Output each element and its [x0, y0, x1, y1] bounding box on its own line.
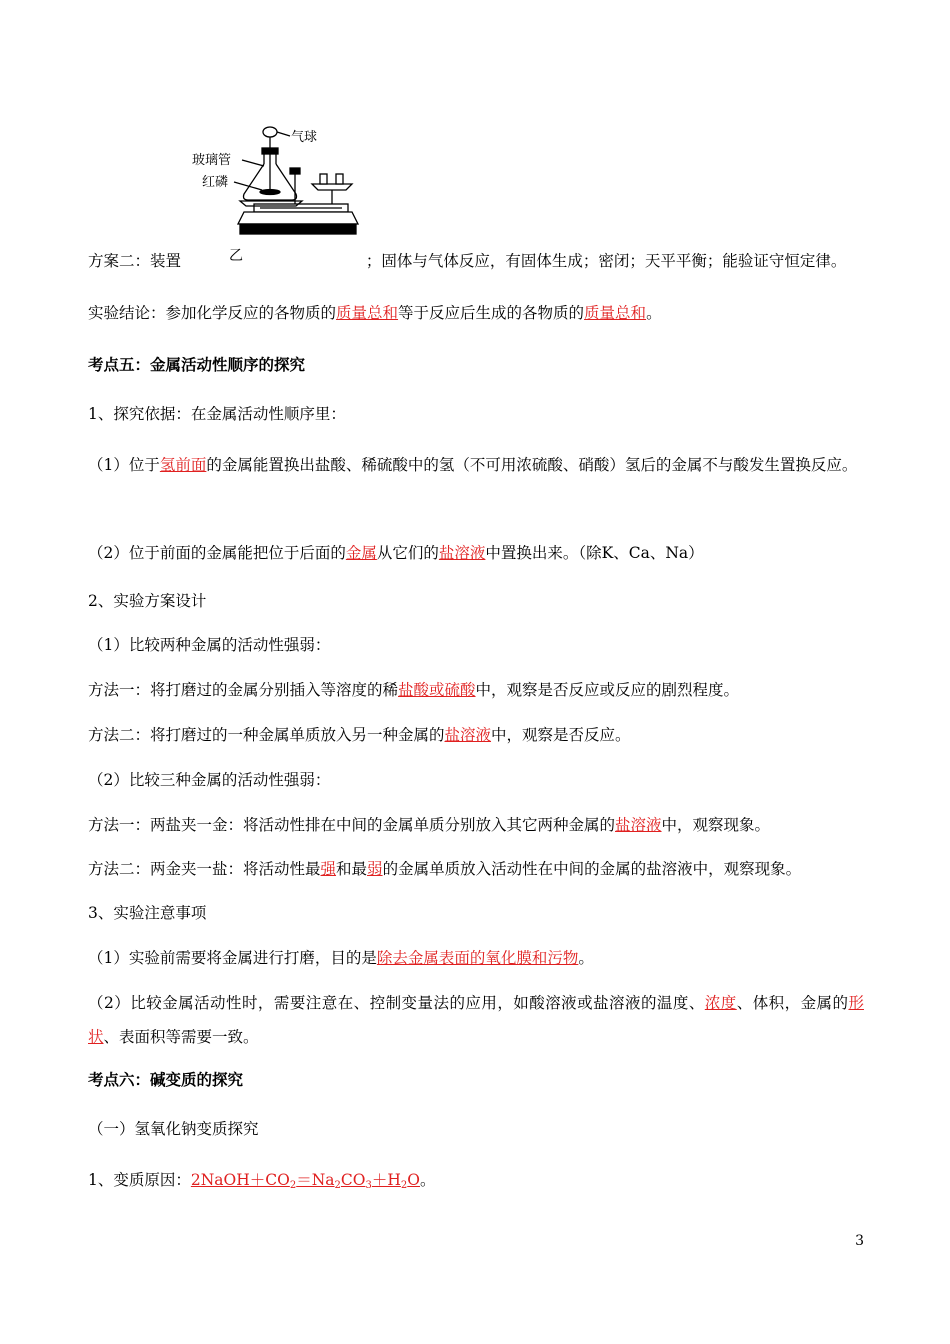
two-metals-title: （1）比较两种金属的活动性强弱：	[88, 636, 331, 654]
section5-basis: 1、探究依据：在金属活动性顺序里：	[88, 405, 346, 423]
note-text: 、体积，金属的	[736, 994, 849, 1012]
section6-title: 考点六：碱变质的探究	[88, 1070, 244, 1089]
rule2-text: （2）位于前面的金属能把位于后面的	[88, 544, 346, 562]
note-text: （2）比较金属活动性时，需要注意在、控制变量法的应用，如酸溶液或盐溶液的温度、	[88, 994, 705, 1012]
balance-base-shape	[238, 212, 358, 224]
conclusion-text: 实验结论：参加化学反应的各物质的	[88, 304, 337, 322]
plan2-line	[88, 250, 846, 273]
glass-tube-label: 玻璃管	[192, 153, 232, 168]
page-number: 3	[855, 1233, 864, 1249]
answer-chemical-equation: $2NaOH+CO_2=Na_2CO_3+H_2O$	[190, 1171, 420, 1191]
three-metals-title: （2）比较三种金属的活动性强弱：	[88, 771, 331, 789]
answer-weak: 弱	[367, 860, 383, 878]
method-text: 方法二：将打磨过的一种金属单质放入另一种金属的	[88, 726, 445, 744]
note-text: 。	[578, 949, 594, 967]
note-text: （1）实验前需要将金属进行打磨，目的是	[88, 949, 377, 967]
answer-mass-total-2: 质量总和	[584, 304, 647, 322]
rule1-text: （1）位于	[88, 456, 160, 474]
section5-title: 考点五：金属活动性顺序的探究	[88, 355, 306, 374]
method-text: 方法一：两盐夹一金：将活动性排在中间的金属单质分别放入其它两种金属的	[88, 816, 616, 834]
three-metals-method1	[88, 814, 770, 836]
answer-concentration: 浓度	[704, 994, 737, 1012]
answer-strong: 强	[320, 860, 337, 878]
answer-salt-solution: 盐溶液	[438, 544, 486, 562]
three-metals-method2	[88, 858, 801, 880]
method-text: 中，观察现象。	[661, 816, 771, 834]
note2-paragraph	[88, 986, 864, 1054]
method-text: 方法二：两金夹一盐：将活动性最	[88, 860, 321, 878]
conclusion-text: 。	[646, 304, 662, 322]
answer-salt-solution: 盐溶液	[444, 726, 492, 744]
plan2-figure-label: 乙	[228, 248, 243, 264]
cause-suffix: 。	[419, 1171, 436, 1189]
notes-heading: 3、实验注意事项	[88, 904, 207, 922]
conclusion-line	[88, 302, 662, 324]
cause-prefix: 1、变质原因：	[88, 1171, 191, 1189]
answer-acid: 盐酸或硫酸	[398, 681, 476, 699]
two-metals-method2	[88, 724, 631, 746]
method-text: 中，观察是否反应。	[491, 726, 631, 744]
answer-metal: 金属	[345, 544, 377, 562]
answer-remove-oxide: 除去金属表面的氧化膜和污物	[376, 949, 579, 967]
answer-mass-total-1: 质量总和	[336, 304, 399, 322]
rule2-text: 中置换出来。（除K、Ca、Na）	[485, 544, 704, 562]
rule1-paragraph	[88, 448, 864, 482]
answer-shape: 形状	[88, 994, 864, 1046]
red-phosphorus-label: 红磷	[202, 175, 229, 190]
balloon-label: 气球	[291, 130, 318, 145]
balloon-shape	[263, 127, 277, 137]
plan2-suffix: ；固体与气体反应，有固体生成；密闭；天平平衡；能验证守恒定律。	[365, 252, 847, 270]
rule2-text: 从它们的	[376, 544, 439, 562]
answer-salt-solution: 盐溶液	[615, 816, 662, 834]
note-text: 、表面积等需要一致。	[103, 1028, 259, 1046]
method-text: 和最	[336, 860, 368, 878]
method-text: 中，观察是否反应或反应的剧烈程度。	[475, 681, 740, 699]
naoh-subsection-title: （一）氢氧化钠变质探究	[88, 1120, 259, 1138]
two-metals-method1	[88, 679, 739, 701]
answer-before-hydrogen: 氢前面	[159, 456, 207, 474]
plan2-prefix: 方案二：装置	[88, 252, 182, 270]
rule1-text: 的金属能置换出盐酸、稀硫酸中的氢（不可用浓硫酸、硝酸）氢后的金属不与酸发生置换反应。	[206, 456, 858, 474]
method-text: 的金属单质放入活动性在中间的金属的盐溶液中，观察现象。	[382, 860, 802, 878]
deterioration-cause-line	[88, 1169, 436, 1191]
method-text: 方法一：将打磨过的金属分别插入等溶度的稀	[88, 681, 399, 699]
note1-line	[88, 947, 594, 969]
balance-apparatus-figure	[190, 124, 360, 242]
design-heading: 2、实验方案设计	[88, 592, 207, 610]
rule2-line	[88, 542, 704, 564]
conclusion-text: 等于反应后生成的各物质的	[398, 304, 585, 322]
